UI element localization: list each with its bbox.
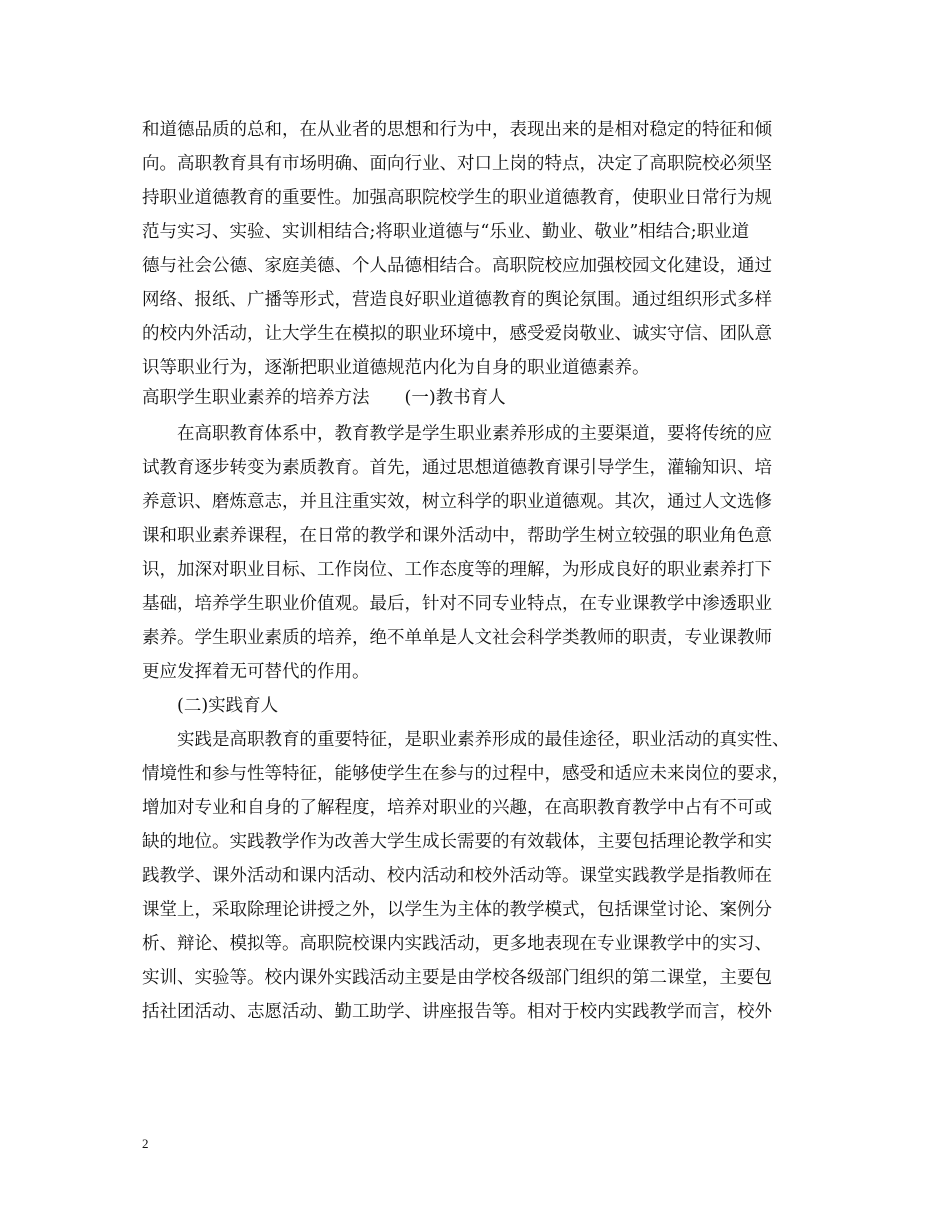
text-line: 识，加深对职业目标、工作岗位、工作态度等的理解，为形成良好的职业素养打下	[142, 560, 772, 580]
text-line: 析、辩论、模拟等。高职院校课内实践活动，更多地表现在专业课教学中的实习、	[142, 934, 772, 954]
text-line: 向。高职教育具有市场明确、面向行业、对口上岗的特点，决定了高职院校必须坚	[142, 154, 772, 174]
text-line: 范与实习、实验、实训相结合;将职业道德与“乐业、勤业、敬业”相结合;职业道	[142, 222, 750, 242]
text-line: 和道德品质的总和，在从业者的思想和行为中，表现出来的是相对稳定的特征和倾	[142, 120, 772, 140]
page-number: 2	[142, 1136, 149, 1151]
text-line: 在高职教育体系中，教育教学是学生职业素养形成的主要渠道，要将传统的应	[142, 424, 772, 444]
text-line: 课和职业素养课程，在日常的教学和课外活动中，帮助学生树立较强的职业角色意	[142, 526, 772, 546]
text-line: 增加对专业和自身的了解程度，培养对职业的兴趣，在高职教育教学中占有不可或	[142, 798, 772, 818]
text-line: 情境性和参与性等特征，能够使学生在参与的过程中，感受和适应未来岗位的要求，	[142, 764, 790, 784]
text-line: 括社团活动、志愿活动、勤工助学、讲座报告等。相对于校内实践教学而言，校外	[142, 1002, 772, 1022]
text-line: 识等职业行为，逐渐把职业道德规范内化为自身的职业道德素养。	[142, 358, 650, 378]
text-line: 试教育逐步转变为素质教育。首先，通过思想道德教育课引导学生，灌输知识、培	[142, 458, 772, 478]
text-line: 的校内外活动，让大学生在模拟的职业环境中，感受爱岗敬业、诚实守信、团队意	[142, 324, 772, 344]
text-line: 素养。学生职业素质的培养，绝不单单是人文社会科学类教师的职责，专业课教师	[142, 628, 772, 648]
text-line: 网络、报纸、广播等形式，营造良好职业道德教育的舆论氛围。通过组织形式多样	[142, 290, 772, 310]
text-line: 课堂上，采取除理论讲授之外，以学生为主体的教学模式，包括课堂讨论、案例分	[142, 900, 772, 920]
section-heading: (二)实践育人	[142, 696, 279, 716]
text-line: 持职业道德教育的重要性。加强高职院校学生的职业道德教育，使职业日常行为规	[142, 188, 772, 208]
text-line: 实践是高职教育的重要特征，是职业素养形成的最佳途径，职业活动的真实性、	[142, 730, 790, 750]
text-line: 实训、实验等。校内课外实践活动主要是由学校各级部门组织的第二课堂，主要包	[142, 968, 772, 988]
text-line: 践教学、课外活动和课内活动、校内活动和校外活动等。课堂实践教学是指教师在	[142, 866, 772, 886]
text-line: 德与社会公德、家庭美德、个人品德相结合。高职院校应加强校园文化建设，通过	[142, 256, 772, 276]
text-line: 基础，培养学生职业价值观。最后，针对不同专业特点，在专业课教学中渗透职业	[142, 594, 772, 614]
text-line: 更应发挥着无可替代的作用。	[142, 662, 370, 682]
text-line: 养意识、磨炼意志，并且注重实效，树立科学的职业道德观。其次，通过人文选修	[142, 492, 772, 512]
text-line: 缺的地位。实践教学作为改善大学生成长需要的有效载体，主要包括理论教学和实	[142, 832, 772, 852]
section-heading: 高职学生职业素养的培养方法 (一)教书育人	[142, 388, 506, 408]
